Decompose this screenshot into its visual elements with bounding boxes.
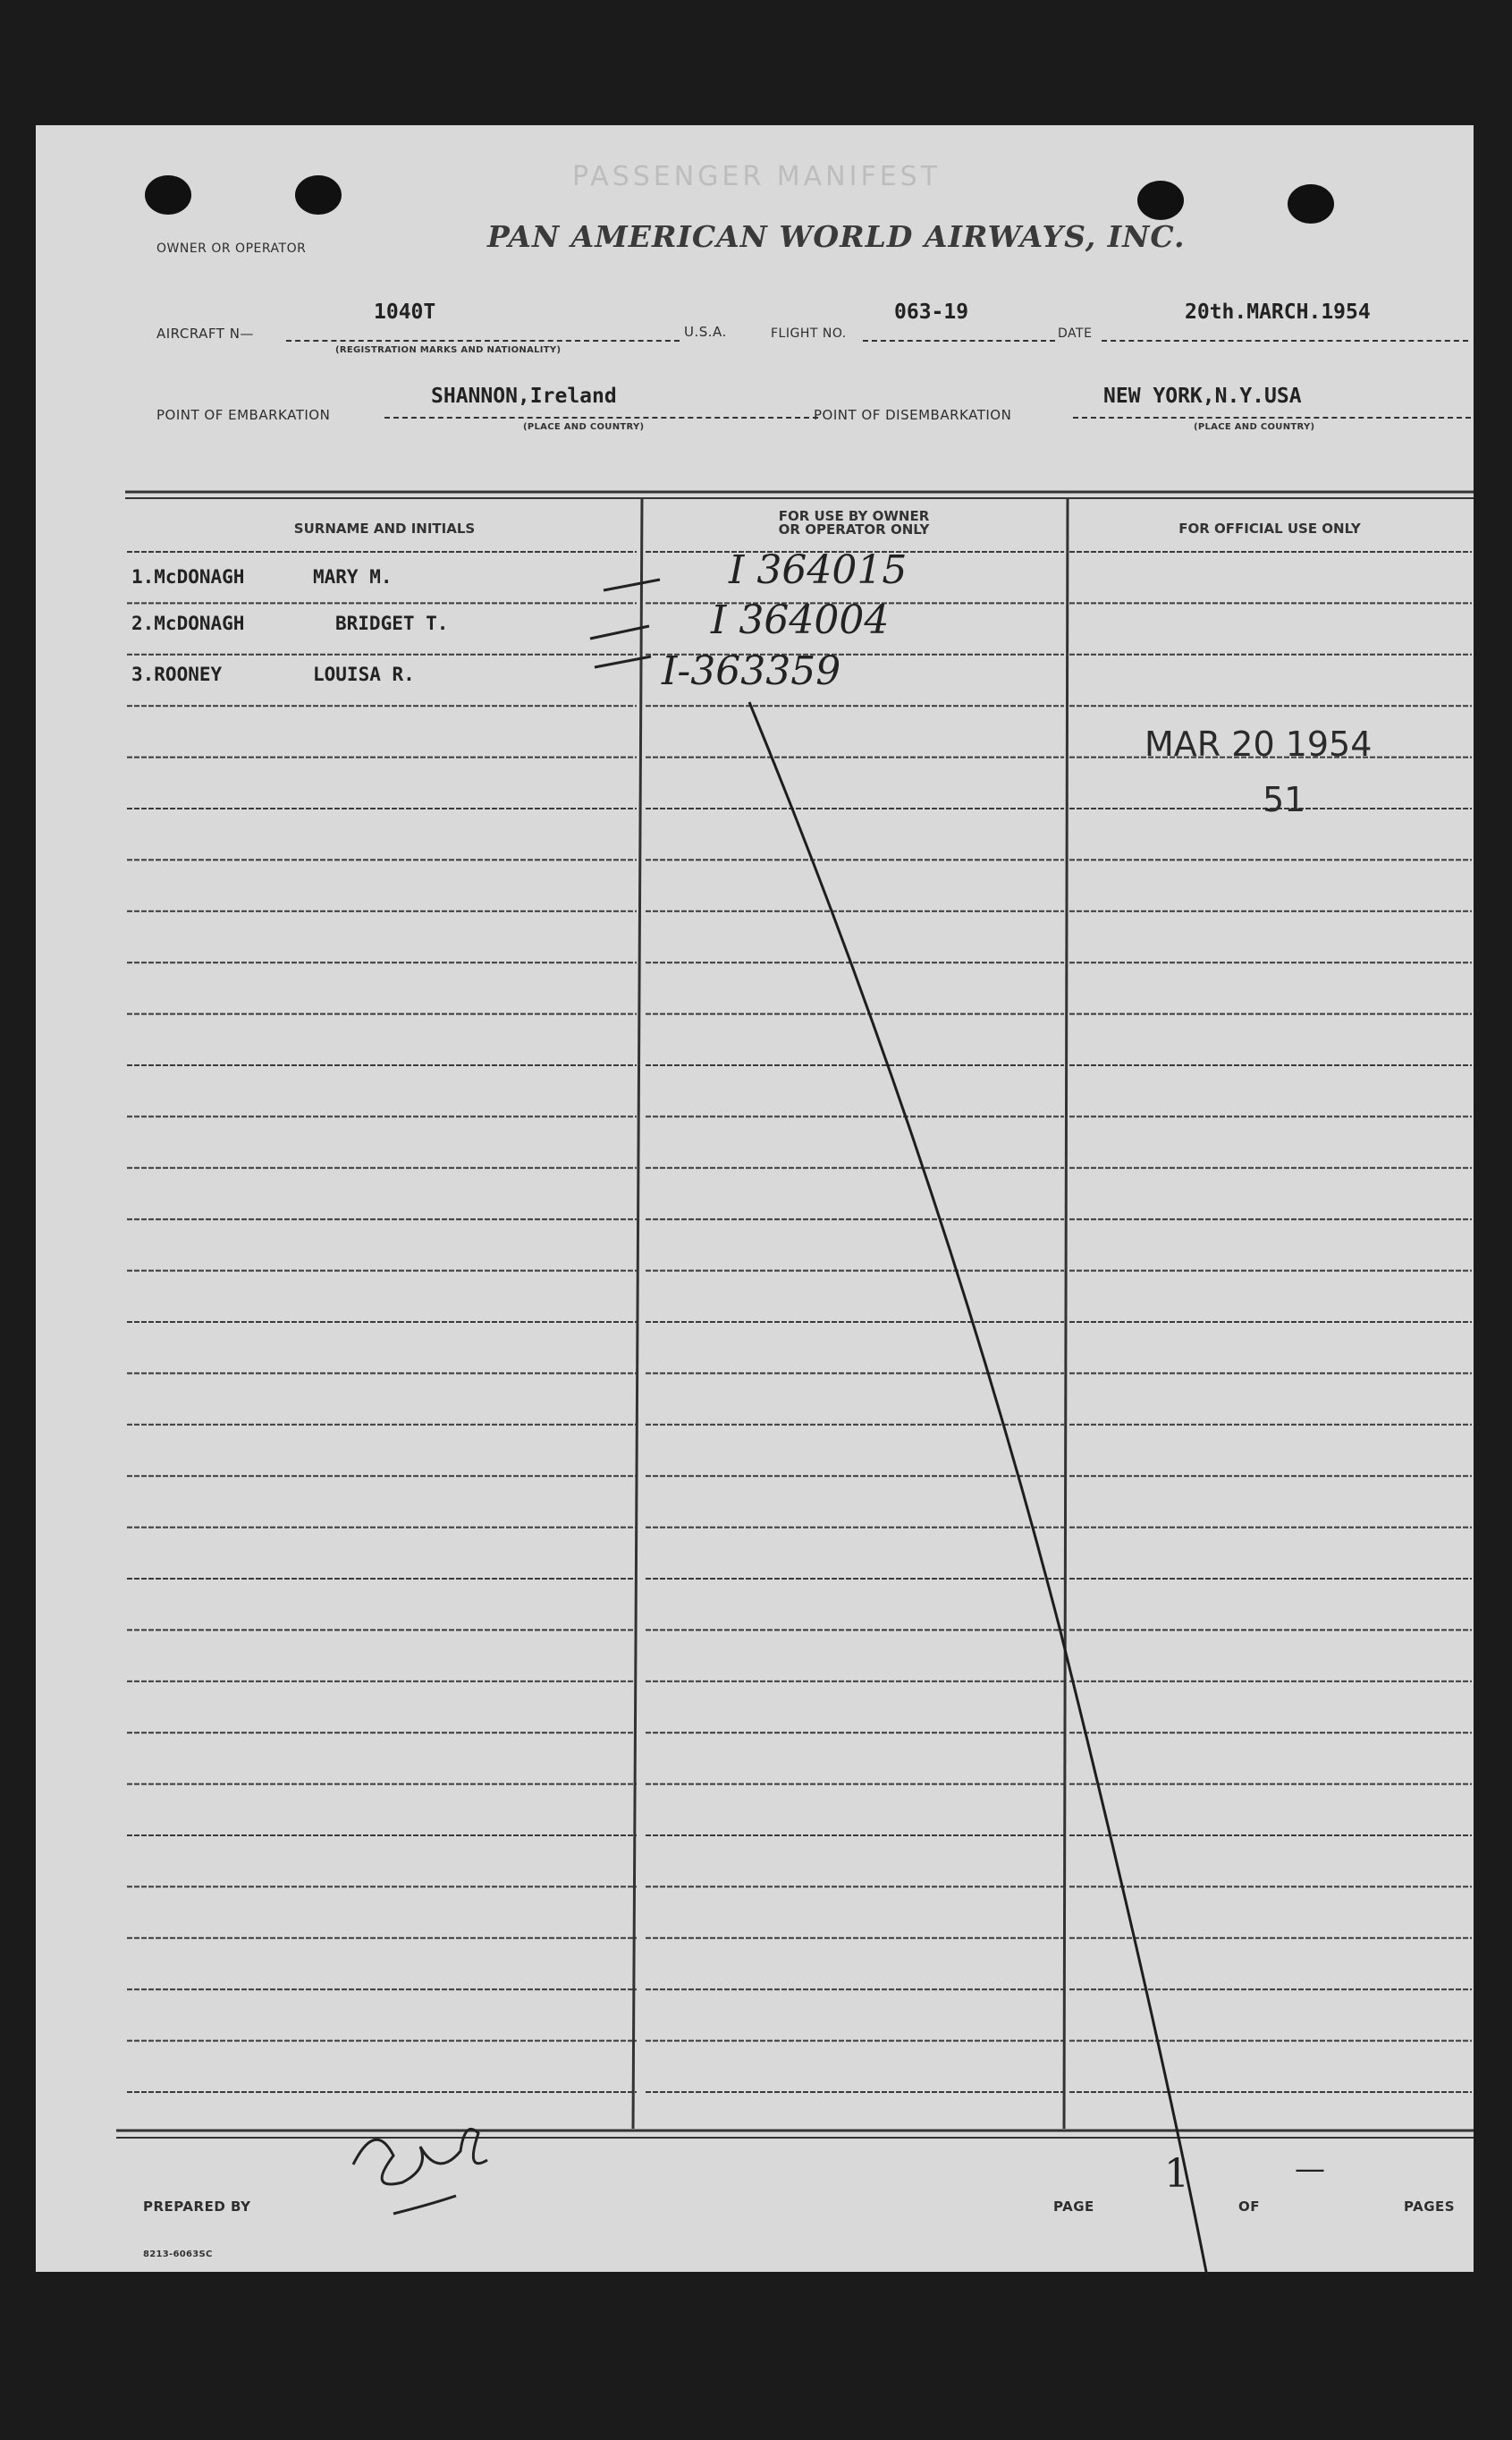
place-note-1: (PLACE AND COUNTRY) <box>523 422 645 432</box>
passenger-surname: 3.ROONEY <box>131 664 223 685</box>
passenger-number: I-363359 <box>662 648 841 694</box>
of-label: OF <box>1238 2199 1260 2215</box>
aircraft-value: 1040T <box>374 301 436 324</box>
embark-line <box>384 417 818 419</box>
flight-line <box>863 340 1055 342</box>
stamp-number: 51 <box>1263 780 1306 819</box>
punch-hole-4 <box>1288 184 1334 224</box>
date-line <box>1102 340 1468 342</box>
page-label: PAGE <box>1053 2199 1094 2215</box>
date-stamp: MAR 20 1954 <box>1145 724 1373 764</box>
owner-label: OWNER OR OPERATOR <box>156 241 307 256</box>
passenger-initials: BRIDGET T. <box>335 613 449 634</box>
col-header-surname: SURNAME AND INITIALS <box>293 521 476 537</box>
prepared-by-label: PREPARED BY <box>143 2199 251 2215</box>
place-note-2: (PLACE AND COUNTRY) <box>1194 422 1315 432</box>
faded-title: PASSENGER MANIFEST <box>572 161 942 192</box>
of-value: — <box>1295 2151 1325 2187</box>
passenger-surname: 1.McDONAGH <box>131 566 245 588</box>
passenger-initials: MARY M. <box>313 566 393 588</box>
date-value: 20th.MARCH.1954 <box>1185 301 1371 324</box>
aircraft-label: AIRCRAFT N— <box>156 326 254 342</box>
disembark-value: NEW YORK,N.Y.USA <box>1103 385 1302 408</box>
usa-label: U.S.A. <box>684 324 727 340</box>
passenger-surname: 2.McDONAGH <box>131 613 245 634</box>
passenger-number: I 364004 <box>711 597 890 643</box>
manifest-sheet <box>36 125 1474 2272</box>
passenger-number: I 364015 <box>729 547 908 593</box>
col-header-official: FOR OFFICIAL USE ONLY <box>1178 521 1361 537</box>
punch-hole-3 <box>1137 181 1184 220</box>
pages-label: PAGES <box>1404 2199 1456 2215</box>
disembark-label: POINT OF DISEMBARKATION <box>814 407 1012 423</box>
aircraft-line <box>286 340 680 342</box>
passenger-initials: LOUISA R. <box>313 664 415 685</box>
date-label: DATE <box>1058 326 1093 341</box>
registration-note: (REGISTRATION MARKS AND NATIONALITY) <box>335 345 562 355</box>
embark-label: POINT OF EMBARKATION <box>156 407 331 423</box>
owner-value: PAN AMERICAN WORLD AIRWAYS, INC. <box>487 219 1186 254</box>
col-header-owner-line2: OR OPERATOR ONLY <box>778 521 930 538</box>
disembark-line <box>1073 417 1471 419</box>
form-code: 8213-6063SC <box>143 2249 213 2259</box>
flight-label: FLIGHT NO. <box>771 326 847 341</box>
col-header-owner-line1: FOR USE BY OWNER <box>778 508 930 524</box>
punch-hole-1 <box>145 175 191 215</box>
page-value: 1 <box>1164 2151 1189 2197</box>
embark-value: SHANNON,Ireland <box>431 385 617 408</box>
flight-value: 063-19 <box>894 301 969 324</box>
punch-hole-2 <box>295 175 342 215</box>
